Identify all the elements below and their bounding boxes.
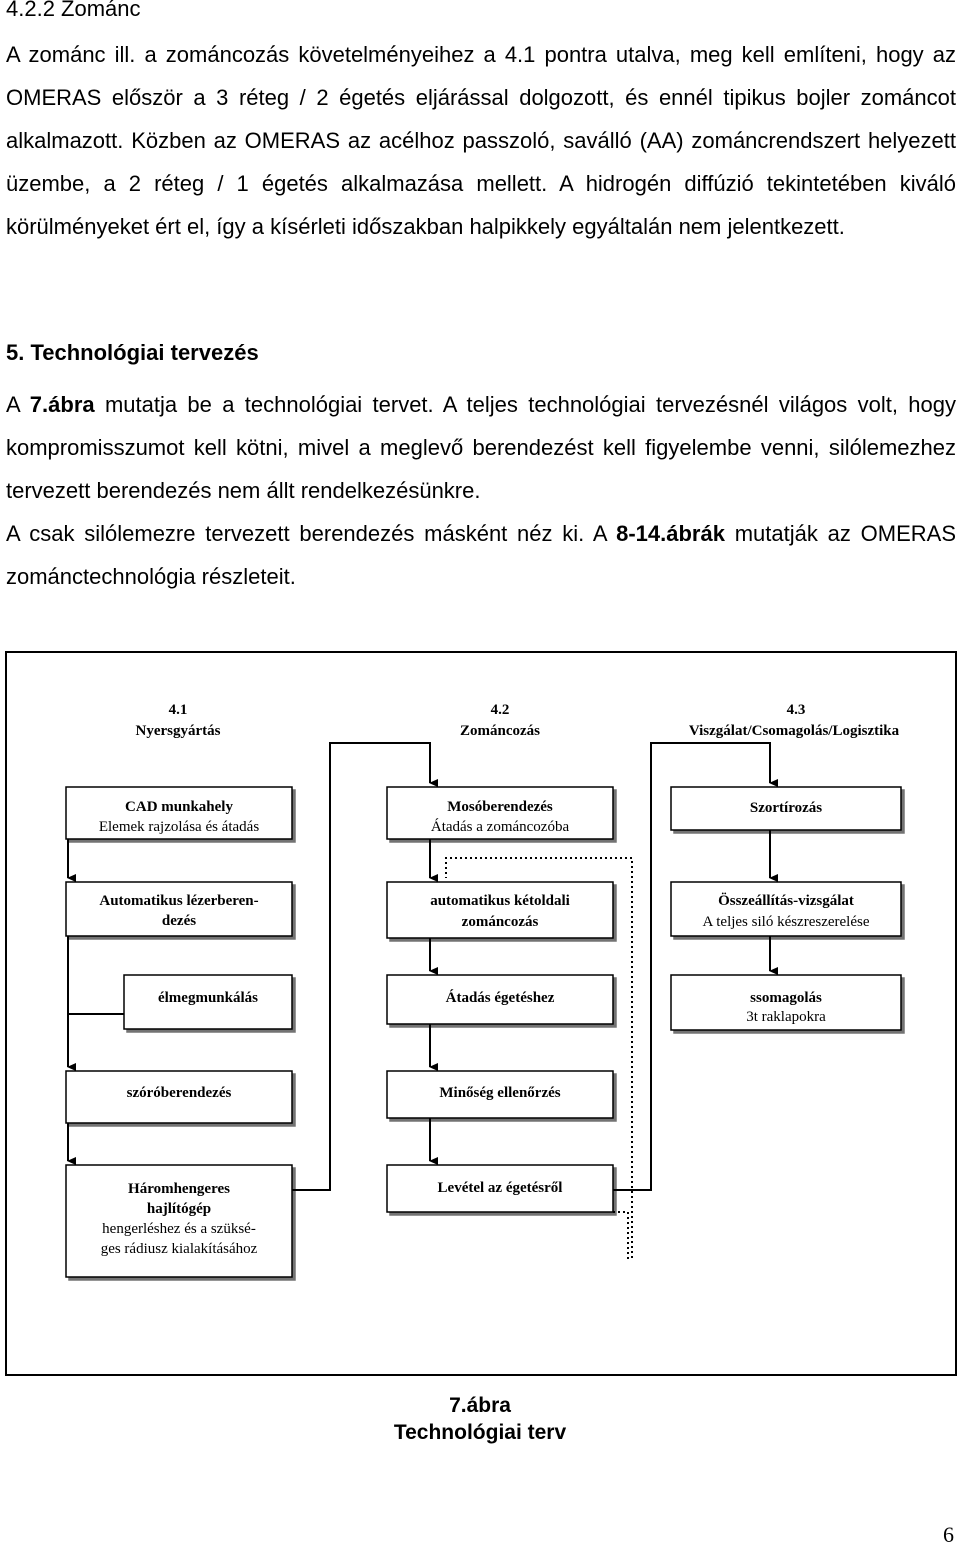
box-label: Összeállítás-vizsgálat <box>718 893 854 909</box>
paragraph-enamel: A zománc ill. a zománcozás követelményeihez a 4.1 pontra utalva, meg kell említeni, hogy az OMERAS először a 3 réteg / 2 égetés eljárással dolgozott, és ennél tipikus bojler zománcot alkalmazott. Közben az OMERAS az acélhoz passzoló, saválló (AA) zománcrendszert helyezett üzembe, a 2 réteg / 1 égetés alkalmazása mellett. A hidrogén diffúzió tekintetében kiváló körülményeket ért el, így a kísérleti időszakban halpikkely egyáltalán nem jelentkezett. <box>6 42 956 239</box>
box-label: élmegmunkálás <box>157 990 259 1006</box>
box-label: Szortírozás <box>749 800 823 816</box>
box-label: ges rádiusz kialakításához <box>100 1241 258 1257</box>
box-label: hajlítógép <box>146 1201 212 1217</box>
figure-number: 7.ábra <box>449 1394 511 1417</box>
para2-start: A <box>6 392 30 417</box>
figure-title: Technológiai terv <box>393 1421 567 1444</box>
box-label: Átadás égetéshez <box>445 990 555 1006</box>
column-3-title: Viszgálat/Csomagolás/Logisztika <box>688 723 900 739</box>
column-2-number: 4.2 <box>490 702 510 718</box>
box-label: Mosóberendezés <box>447 799 553 815</box>
para3-start: A csak silólemezre tervezett berendezés másként néz ki. A <box>6 521 617 546</box>
para2-rest: mutatja be a technológiai tervet. A teljes technológiai tervezésnél világos volt, hogy kompromisszumot kell kötni, mivel a meglevő berendezést kell figyelembe venni, silólemezhez tervezett berendezés nem állt rendelkezésünkre. <box>6 392 956 503</box>
box-label: zománcozás <box>461 914 539 930</box>
figure-reference-7: 7.ábra <box>29 392 95 417</box>
box-label: automatikus kétoldali <box>430 893 570 909</box>
box-label: CAD munkahely <box>125 799 233 815</box>
page-number: 6 <box>943 1522 954 1547</box>
column-3-number: 4.3 <box>786 702 806 718</box>
subsection-heading: 4.2.2 Zománc <box>6 0 141 21</box>
box-label: A teljes siló készreszerelése <box>702 914 870 930</box>
box-label: szóróberendezés <box>126 1085 232 1101</box>
box-label: Átadás a zománcozóba <box>430 819 570 835</box>
box-label: Háromhengeres <box>128 1181 230 1197</box>
para3-rest: mutatják az OMERAS zománctechnológia részleteit. <box>6 521 956 589</box>
box-label: hengerléshez és a szüksé- <box>102 1221 256 1237</box>
box-label: 3t raklapokra <box>746 1009 826 1025</box>
column-1-number: 4.1 <box>168 702 188 718</box>
column-1-title: Nyersgyártás <box>135 723 221 739</box>
figure-reference-8-14: 8-14.ábrák <box>616 521 725 546</box>
section-title: 5. Technológiai tervezés <box>6 340 259 365</box>
column-2-title: Zománcozás <box>460 723 540 739</box>
box-label: Automatikus lézerberen- <box>99 893 259 909</box>
box-label: Levétel az égetésről <box>437 1180 563 1196</box>
box-label: Elemek rajzolása és átadás <box>98 819 260 835</box>
box-label: ssomagolás <box>750 990 822 1006</box>
box-label: Minőség ellenőrzés <box>439 1085 561 1101</box>
box-label: dezés <box>161 913 197 929</box>
